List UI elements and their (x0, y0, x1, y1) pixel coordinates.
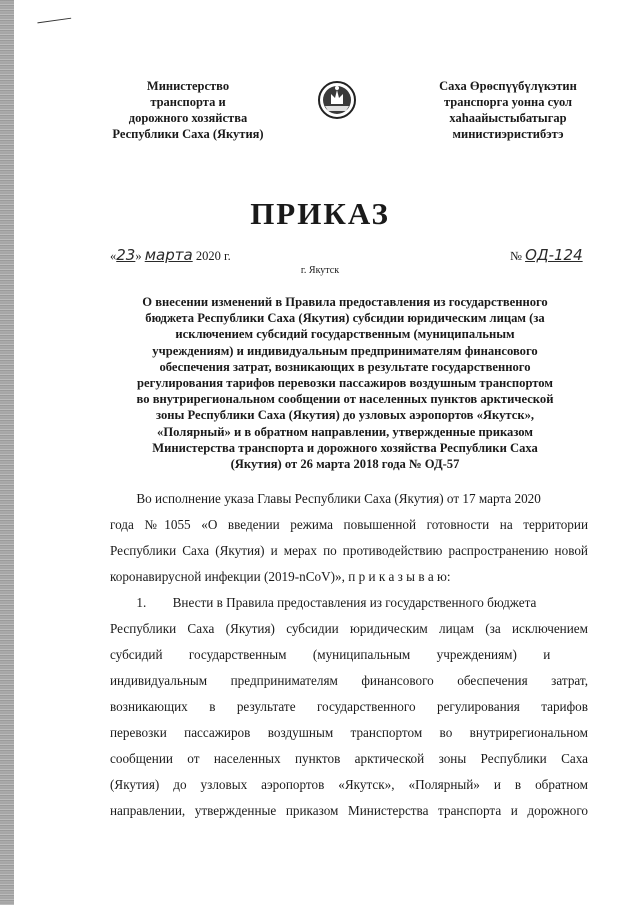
item-1-paragraph (110, 590, 588, 824)
body-line: субсидий государственным (муниципальным учреждениям) и (110, 647, 551, 662)
document-title: ПРИКАЗ (250, 196, 390, 231)
body-line: года №1055 «О введении режима повышенной готовности на территории (110, 517, 588, 532)
subject-line: О внесении изменений в Правила предоставления из государственного (142, 295, 548, 309)
body-line: коронавирусной инфекции (2019-nCoV)», п р и к а з ы в а ю: (110, 569, 451, 584)
subject-line: (Якутия) от 26 марта 2018 года № ОД-57 (230, 457, 460, 472)
body-line: Республики Саха (Якутия) субсидии юридическим лицам (за исключением (110, 621, 588, 636)
subject-line: исключением субсидий государственным (муниципальным (175, 327, 515, 342)
subject-line: зоны Республики Саха (Якутия) до узловых аэропортов «Якутск», (155, 408, 535, 423)
ministry-name-yakut (408, 78, 608, 142)
subject-line: обеспечения затрат, возникающих в результате государственного (159, 359, 531, 374)
handwritten-corner-mark (37, 18, 72, 34)
header-right-line: Саха Өрөспүүбүлүкэтин (439, 79, 577, 93)
body-line: Республики Саха (Якутия) и мерах по противодействию распространению новой (110, 543, 588, 558)
number-value: ОД-124 (525, 246, 583, 264)
body-line: сообщении от населенных пунктов арктической зоны Республики Саха (110, 751, 588, 766)
body-line: 1. Внести в Правила предоставления из государственного бюджета (110, 595, 537, 610)
subject-line: бюджета Республики Саха (Якутия) субсидии юридическим лицам (за (145, 311, 545, 326)
date-open-quote: « (110, 249, 117, 263)
order-subject (105, 294, 585, 472)
date-close-quote: » (135, 249, 142, 263)
body-line: индивидуальным предпринимателям финансового обеспечения затрат, (110, 673, 588, 688)
subject-line: «Полярный» и в обратном направлении, утвержденные приказом (157, 424, 533, 439)
number-prefix: № (510, 249, 522, 263)
order-number (510, 246, 583, 264)
header-left-line: Министерство (146, 79, 230, 93)
header-right-line: министиэристибэтэ (452, 127, 564, 141)
header-right-line: хаһаайыстыбатыгар (449, 111, 567, 125)
body-line: направлении, утвержденные приказом Министерства транспорта и дорожного (110, 803, 588, 818)
subject-line: Министерства транспорта и дорожного хозяйства Республики Саха (152, 440, 538, 455)
header-left-line: Республики Саха (Якутия) (112, 127, 264, 141)
body-line: (Якутия) до узловых аэропортов «Якутск», «Полярный» и в обратном (110, 777, 588, 792)
scan-edge-shadow (0, 0, 14, 905)
body-line: перевозки пассажиров воздушным транспортом во внутрирегиональном (110, 725, 588, 740)
coat-of-arms-emblem (317, 80, 357, 120)
header-left-line: транспорта и (150, 95, 226, 109)
preamble-paragraph (110, 486, 588, 590)
subject-line: учреждениям) и индивидуальным предпринимателям финансового (152, 343, 538, 358)
date-month: марта (144, 246, 193, 264)
city-name: г. Якутск (300, 265, 340, 276)
date-year: 2020 г. (195, 249, 231, 263)
body-line: Во исполнение указа Главы Республики Саха (Якутия) от 17 марта 2020 (110, 491, 541, 506)
order-date (110, 246, 231, 264)
header-left-line: дорожного хозяйства (128, 111, 248, 125)
date-day: 23 (116, 246, 136, 264)
subject-line: регулирования тарифов перевозки пассажиров воздушным транспортом (137, 376, 553, 391)
ministry-name-russian (88, 78, 288, 142)
subject-line: во внутрирегиональном сообщении от населенных пунктов арктической (136, 392, 554, 407)
header-right-line: транспорга уонна суол (443, 95, 573, 109)
body-line: возникающих в результате государственного регулирования тарифов (110, 699, 588, 714)
